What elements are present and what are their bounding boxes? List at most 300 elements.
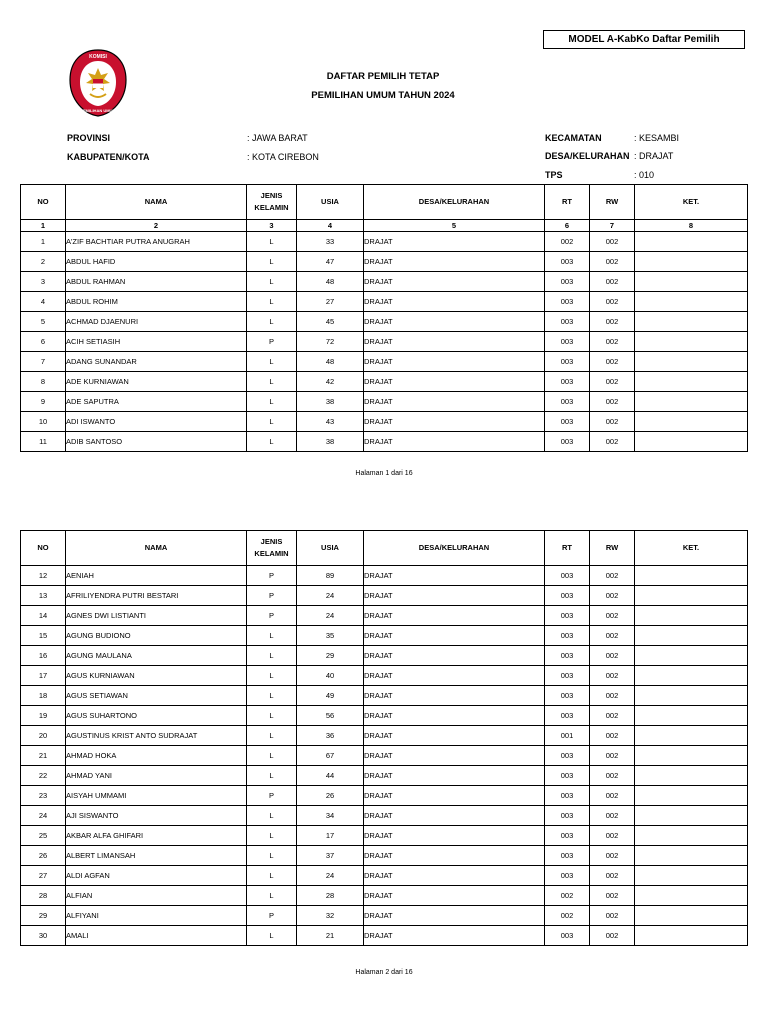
cell-nama: AHMAD YANI [66,766,247,786]
cell-ket [635,312,748,332]
cell-desa: DRAJAT [364,566,545,586]
svg-text:PEMILIHAN UMUM: PEMILIHAN UMUM [80,108,116,113]
cell-rw: 002 [590,666,635,686]
cell-rw: 002 [590,886,635,906]
cell-rw: 002 [590,566,635,586]
col-number: 7 [590,220,635,232]
cell-nama: AJI SISWANTO [66,806,247,826]
table-row [21,766,748,786]
col-header-jenis-kelamin [247,531,297,566]
cell-no: 23 [21,786,66,806]
cell-nama: A'ZIF BACHTIAR PUTRA ANUGRAH [66,232,247,252]
cell-ket [635,886,748,906]
cell-desa: DRAJAT [364,806,545,826]
cell-desa: DRAJAT [364,372,545,392]
col-header-desa: DESA/KELURAHAN [364,185,545,220]
col-header-nama: NAMA [66,185,247,220]
cell-no: 22 [21,766,66,786]
cell-rt: 003 [545,746,590,766]
cell-no: 14 [21,606,66,626]
cell-nama: AKBAR ALFA GHIFARI [66,826,247,846]
cell-rt: 003 [545,806,590,826]
cell-ket [635,566,748,586]
cell-desa: DRAJAT [364,766,545,786]
cell-nama: AGUNG MAULANA [66,646,247,666]
cell-ket [635,766,748,786]
cell-desa: DRAJAT [364,312,545,332]
cell-desa: DRAJAT [364,906,545,926]
cell-jenis-kelamin: L [247,412,297,432]
cell-ket [635,372,748,392]
cell-usia: 24 [297,586,364,606]
col-number: 6 [545,220,590,232]
cell-rt: 003 [545,372,590,392]
cell-rw: 002 [590,706,635,726]
table-row [21,586,748,606]
cell-jenis-kelamin: P [247,332,297,352]
cell-no: 26 [21,846,66,866]
cell-desa: DRAJAT [364,646,545,666]
cell-rt: 002 [545,906,590,926]
cell-nama: AENIAH [66,566,247,586]
table-row [21,786,748,806]
cell-desa: DRAJAT [364,432,545,452]
cell-jenis-kelamin: L [247,926,297,946]
cell-usia: 37 [297,846,364,866]
cell-rw: 002 [590,272,635,292]
cell-rw: 002 [590,372,635,392]
cell-desa: DRAJAT [364,392,545,412]
cell-usia: 24 [297,866,364,886]
cell-rw: 002 [590,252,635,272]
cell-rt: 003 [545,566,590,586]
cell-nama: AFRILIYENDRA PUTRI BESTARI [66,586,247,606]
cell-nama: AGUNG BUDIONO [66,626,247,646]
cell-usia: 21 [297,926,364,946]
cell-usia: 49 [297,686,364,706]
table-row [21,252,748,272]
cell-rw: 002 [590,352,635,372]
cell-desa: DRAJAT [364,866,545,886]
cell-ket [635,826,748,846]
table-row [21,432,748,452]
cell-nama: ALDI AGFAN [66,866,247,886]
cell-no: 27 [21,866,66,886]
table-row [21,332,748,352]
cell-no: 16 [21,646,66,666]
page-number-1: Halaman 1 dari 16 [355,470,413,477]
cell-jenis-kelamin: P [247,786,297,806]
cell-jenis-kelamin: L [247,726,297,746]
col-header-ket: KET. [635,531,748,566]
cell-rw: 002 [590,232,635,252]
cell-rt: 003 [545,626,590,646]
table-row [21,886,748,906]
cell-no: 11 [21,432,66,452]
cell-rt: 003 [545,926,590,946]
cell-rw: 002 [590,392,635,412]
cell-ket [635,646,748,666]
cell-no: 19 [21,706,66,726]
table-row [21,292,748,312]
table-row [21,706,748,726]
cell-rt: 002 [545,886,590,906]
table-row [21,352,748,372]
cell-rw: 002 [590,806,635,826]
cell-usia: 17 [297,826,364,846]
table-row [21,746,748,766]
cell-ket [635,786,748,806]
cell-no: 15 [21,626,66,646]
col-header-rt: RT [545,185,590,220]
table-row [21,866,748,886]
col-number: 4 [297,220,364,232]
cell-usia: 36 [297,726,364,746]
cell-usia: 29 [297,646,364,666]
col-header-desa: DESA/KELURAHAN [364,531,545,566]
cell-no: 13 [21,586,66,606]
cell-desa: DRAJAT [364,926,545,946]
cell-jenis-kelamin: L [247,312,297,332]
cell-jenis-kelamin: P [247,566,297,586]
cell-usia: 28 [297,886,364,906]
cell-rw: 002 [590,626,635,646]
cell-rt: 003 [545,826,590,846]
cell-usia: 48 [297,352,364,372]
cell-usia: 67 [297,746,364,766]
cell-ket [635,586,748,606]
cell-rt: 003 [545,586,590,606]
cell-nama: ADE SAPUTRA [66,392,247,412]
table-row [21,312,748,332]
cell-desa: DRAJAT [364,232,545,252]
provinsi-value: : JAWA BARAT [247,133,308,143]
cell-jenis-kelamin: L [247,826,297,846]
tps-value: : 010 [634,170,655,180]
cell-nama: ALFIYANI [66,906,247,926]
cell-nama: ADIB SANTOSO [66,432,247,452]
cell-desa: DRAJAT [364,786,545,806]
page-number-2: Halaman 2 dari 16 [355,969,413,976]
cell-nama: ALBERT LIMANSAH [66,846,247,866]
cell-jenis-kelamin: L [247,646,297,666]
voter-rows-page-2 [21,566,748,946]
cell-desa: DRAJAT [364,252,545,272]
cell-rt: 003 [545,666,590,686]
cell-no: 8 [21,372,66,392]
tps-label: TPS [545,170,563,180]
cell-usia: 43 [297,412,364,432]
cell-rw: 002 [590,432,635,452]
cell-no: 3 [21,272,66,292]
cell-desa: DRAJAT [364,666,545,686]
cell-jenis-kelamin: L [247,766,297,786]
cell-rw: 002 [590,312,635,332]
col-number: 3 [247,220,297,232]
cell-desa: DRAJAT [364,332,545,352]
cell-rw: 002 [590,866,635,886]
cell-no: 4 [21,292,66,312]
cell-nama: AHMAD HOKA [66,746,247,766]
cell-desa: DRAJAT [364,606,545,626]
cell-ket [635,706,748,726]
cell-no: 6 [21,332,66,352]
cell-ket [635,746,748,766]
cell-rw: 002 [590,846,635,866]
table-row [21,272,748,292]
cell-usia: 89 [297,566,364,586]
cell-no: 30 [21,926,66,946]
kecamatan-value: : KESAMBI [634,133,680,143]
desa-label: DESA/KELURAHAN [545,151,630,161]
cell-desa: DRAJAT [364,726,545,746]
cell-rt: 003 [545,846,590,866]
cell-jenis-kelamin: L [247,432,297,452]
cell-no: 7 [21,352,66,372]
cell-rt: 003 [545,866,590,886]
cell-rt: 003 [545,606,590,626]
cell-nama: ABDUL RAHMAN [66,272,247,292]
col-header-ket: KET. [635,185,748,220]
cell-rt: 003 [545,412,590,432]
cell-nama: AGNES DWI LISTIANTI [66,606,247,626]
col-number: 2 [66,220,247,232]
cell-ket [635,626,748,646]
cell-rt: 003 [545,706,590,726]
cell-nama: AGUS SETIAWAN [66,686,247,706]
table-row [21,606,748,626]
cell-ket [635,926,748,946]
cell-no: 1 [21,232,66,252]
desa-value: : DRAJAT [634,151,674,161]
table-row [21,926,748,946]
table-row [21,566,748,586]
table-row [21,412,748,432]
cell-rw: 002 [590,686,635,706]
cell-ket [635,866,748,886]
cell-usia: 38 [297,432,364,452]
table-row [21,906,748,926]
cell-no: 20 [21,726,66,746]
table-row [21,646,748,666]
col-header-usia: USIA [297,185,364,220]
cell-jenis-kelamin: L [247,846,297,866]
column-number-row [21,220,748,232]
cell-nama: AISYAH UMMAMI [66,786,247,806]
cell-rt: 003 [545,252,590,272]
cell-usia: 40 [297,666,364,686]
cell-rt: 003 [545,646,590,666]
cell-jenis-kelamin: L [247,806,297,826]
cell-rw: 002 [590,826,635,846]
cell-desa: DRAJAT [364,292,545,312]
cell-nama: ADANG SUNANDAR [66,352,247,372]
cell-jenis-kelamin: P [247,586,297,606]
table-row [21,726,748,746]
col-header-jk-line2: KELAMIN [254,203,289,212]
cell-usia: 38 [297,392,364,412]
cell-usia: 32 [297,906,364,926]
col-header-jk-line1: JENIS [260,537,283,546]
table-row [21,846,748,866]
cell-ket [635,846,748,866]
cell-rw: 002 [590,786,635,806]
cell-ket [635,412,748,432]
table-row [21,686,748,706]
table-row [21,372,748,392]
cell-ket [635,666,748,686]
cell-ket [635,432,748,452]
cell-jenis-kelamin: L [247,746,297,766]
provinsi-label: PROVINSI [67,133,111,143]
cell-rt: 003 [545,766,590,786]
cell-jenis-kelamin: L [247,352,297,372]
cell-rw: 002 [590,906,635,926]
cell-jenis-kelamin: P [247,606,297,626]
cell-desa: DRAJAT [364,746,545,766]
cell-desa: DRAJAT [364,412,545,432]
cell-no: 29 [21,906,66,926]
cell-no: 9 [21,392,66,412]
cell-ket [635,806,748,826]
cell-jenis-kelamin: L [247,372,297,392]
cell-rt: 002 [545,232,590,252]
cell-nama: ADI ISWANTO [66,412,247,432]
cell-nama: ABDUL ROHIM [66,292,247,312]
cell-ket [635,392,748,412]
cell-no: 24 [21,806,66,826]
cell-rt: 003 [545,312,590,332]
cell-jenis-kelamin: L [247,292,297,312]
cell-usia: 45 [297,312,364,332]
cell-nama: ACHMAD DJAENURI [66,312,247,332]
table-row [21,806,748,826]
document-subtitle: PEMILIHAN UMUM TAHUN 2024 [311,90,455,101]
cell-usia: 44 [297,766,364,786]
cell-rt: 003 [545,686,590,706]
cell-rt: 003 [545,332,590,352]
cell-nama: ALFIAN [66,886,247,906]
voter-table-page-2 [20,530,748,946]
model-label: MODEL A-KabKo Daftar Pemilih [543,30,745,49]
cell-nama: ABDUL HAFID [66,252,247,272]
cell-usia: 35 [297,626,364,646]
cell-no: 5 [21,312,66,332]
cell-ket [635,606,748,626]
cell-rw: 002 [590,412,635,432]
cell-rw: 002 [590,292,635,312]
cell-jenis-kelamin: L [247,626,297,646]
cell-rw: 002 [590,606,635,626]
cell-usia: 24 [297,606,364,626]
cell-nama: AGUS KURNIAWAN [66,666,247,686]
svg-text:KOMISI: KOMISI [89,54,107,60]
table-row [21,666,748,686]
col-header-jk-line2: KELAMIN [254,549,289,558]
cell-ket [635,686,748,706]
cell-jenis-kelamin: L [247,272,297,292]
cell-no: 17 [21,666,66,686]
cell-jenis-kelamin: L [247,232,297,252]
cell-ket [635,332,748,352]
cell-no: 2 [21,252,66,272]
cell-rw: 002 [590,332,635,352]
col-number: 5 [364,220,545,232]
cell-jenis-kelamin: L [247,706,297,726]
cell-nama: ADE KURNIAWAN [66,372,247,392]
col-header-usia: USIA [297,531,364,566]
cell-no: 21 [21,746,66,766]
cell-desa: DRAJAT [364,272,545,292]
document-title: DAFTAR PEMILIH TETAP [326,71,440,82]
col-header-nama: NAMA [66,531,247,566]
col-header-rw: RW [590,531,635,566]
col-number: 8 [635,220,748,232]
cell-ket [635,232,748,252]
cell-rt: 003 [545,392,590,412]
cell-jenis-kelamin: L [247,866,297,886]
cell-desa: DRAJAT [364,826,545,846]
col-header-jk-line1: JENIS [260,191,283,200]
cell-desa: DRAJAT [364,586,545,606]
cell-rt: 003 [545,786,590,806]
cell-no: 10 [21,412,66,432]
cell-nama: AGUSTINUS KRIST ANTO SUDRAJAT [66,726,247,746]
cell-jenis-kelamin: L [247,392,297,412]
cell-rt: 003 [545,272,590,292]
cell-jenis-kelamin: P [247,906,297,926]
cell-rt: 001 [545,726,590,746]
cell-ket [635,252,748,272]
cell-jenis-kelamin: L [247,886,297,906]
cell-ket [635,352,748,372]
col-header-rw: RW [590,185,635,220]
cell-no: 28 [21,886,66,906]
col-header-no: NO [21,185,66,220]
cell-desa: DRAJAT [364,686,545,706]
kabkota-label: KABUPATEN/KOTA [67,152,150,162]
cell-usia: 47 [297,252,364,272]
cell-rw: 002 [590,766,635,786]
col-header-rt: RT [545,531,590,566]
cell-desa: DRAJAT [364,626,545,646]
cell-no: 18 [21,686,66,706]
cell-no: 25 [21,826,66,846]
col-header-no: NO [21,531,66,566]
table-row [21,232,748,252]
kabkota-value: : KOTA CIREBON [247,152,319,162]
cell-rw: 002 [590,746,635,766]
cell-desa: DRAJAT [364,886,545,906]
cell-nama: AMALI [66,926,247,946]
cell-jenis-kelamin: L [247,252,297,272]
col-header-jenis-kelamin [247,185,297,220]
cell-nama: ACIH SETIASIH [66,332,247,352]
table-row [21,392,748,412]
cell-usia: 27 [297,292,364,312]
voter-rows-page-1 [21,232,748,452]
cell-usia: 33 [297,232,364,252]
cell-rw: 002 [590,586,635,606]
cell-jenis-kelamin: L [247,666,297,686]
cell-rt: 003 [545,352,590,372]
table-row [21,626,748,646]
cell-desa: DRAJAT [364,706,545,726]
cell-usia: 42 [297,372,364,392]
col-number: 1 [21,220,66,232]
cell-usia: 56 [297,706,364,726]
voter-table-page-1 [20,184,748,452]
